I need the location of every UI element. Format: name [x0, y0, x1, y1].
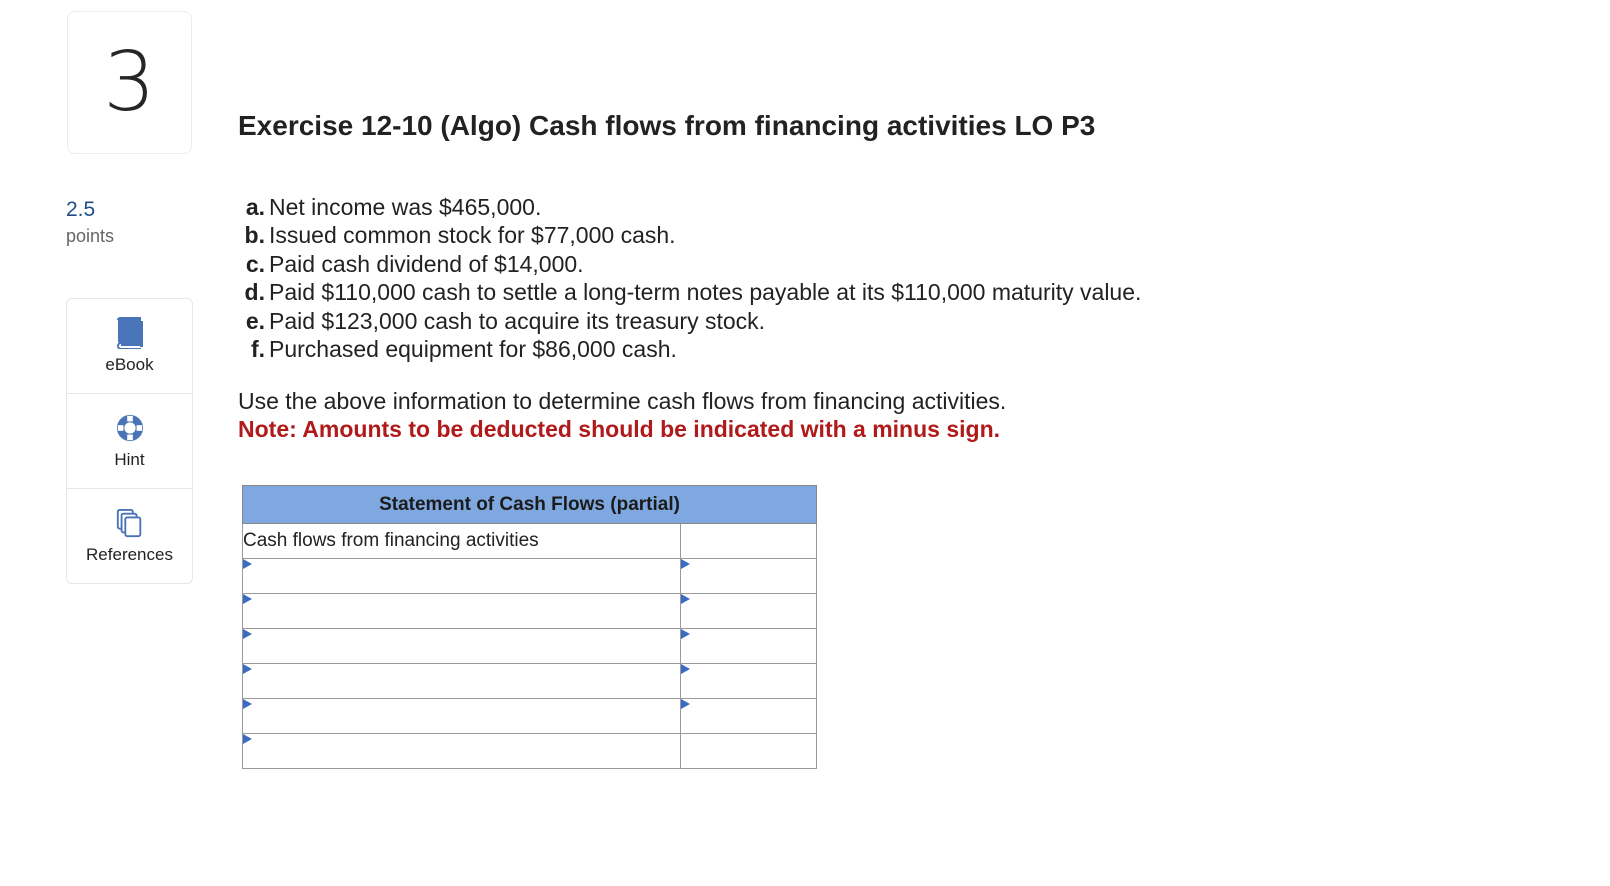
label-input[interactable]: [243, 734, 680, 768]
label-dropdown[interactable]: [243, 559, 681, 594]
book-icon: [115, 317, 145, 349]
hint-button[interactable]: [67, 394, 192, 489]
table-row: [243, 699, 817, 734]
table-row: [243, 559, 817, 594]
item-f: f. Purchased equipment for $86,000 cash.: [250, 336, 677, 363]
label-input[interactable]: [243, 664, 680, 698]
amount-input[interactable]: [681, 699, 816, 733]
table-row: [243, 664, 817, 699]
label-dropdown[interactable]: [243, 699, 681, 734]
label-input[interactable]: [243, 699, 680, 733]
item-e: e. Paid $123,000 cash to acquire its treasury stock.: [245, 307, 766, 334]
label-dropdown[interactable]: [243, 594, 681, 629]
amount-input[interactable]: [681, 559, 816, 593]
total-amount-cell: [681, 734, 817, 769]
label-dropdown[interactable]: [243, 664, 681, 699]
label-input[interactable]: [243, 559, 680, 593]
amount-input[interactable]: [681, 594, 816, 628]
instruction-text: Use the above information to determine cash flows from financing activities.: [238, 388, 1007, 414]
amount-cell[interactable]: [681, 629, 817, 664]
table-row: [243, 629, 817, 664]
hint-label: Hint: [114, 450, 145, 469]
references-button[interactable]: [67, 489, 192, 583]
label-input[interactable]: [243, 629, 680, 663]
amount-cell[interactable]: [681, 594, 817, 629]
section-amount-cell: [681, 524, 817, 559]
lifebuoy-icon: [115, 412, 145, 444]
exercise-title: Exercise 12-10 (Algo) Cash flows from financing activities LO P3: [238, 110, 1096, 141]
table-row-total: [243, 734, 817, 769]
points-box: [66, 198, 114, 247]
given-items: [238, 193, 1141, 363]
minus-sign-note: Note: Amounts to be deducted should be indicated with a minus sign.: [238, 416, 1001, 442]
references-label: References: [86, 545, 173, 564]
amount-cell[interactable]: [681, 559, 817, 594]
cash-flow-statement: [242, 485, 817, 769]
question-number: 3: [67, 11, 192, 154]
total-label-dropdown[interactable]: [243, 734, 681, 769]
section-label: Cash flows from financing activities: [243, 524, 681, 559]
copy-pages-icon: [115, 507, 145, 539]
points-label: points: [66, 226, 115, 246]
amount-input[interactable]: [681, 664, 816, 698]
item-c: c. Paid cash dividend of $14,000.: [245, 250, 584, 277]
points-value: 2.5: [66, 198, 96, 221]
table-row: [243, 594, 817, 629]
statement-title: Statement of Cash Flows (partial): [243, 486, 817, 524]
amount-input[interactable]: [681, 629, 816, 663]
ebook-label: eBook: [105, 355, 154, 374]
label-input[interactable]: [243, 594, 680, 628]
amount-cell[interactable]: [681, 664, 817, 699]
item-d: d. Paid $110,000 cash to settle a long-term notes payable at its $110,000 maturity value.: [244, 279, 1142, 306]
label-dropdown[interactable]: [243, 629, 681, 664]
amount-cell[interactable]: [681, 699, 817, 734]
item-b: b. Issued common stock for $77,000 cash.: [244, 222, 676, 249]
instructions: [238, 387, 1006, 443]
ebook-button[interactable]: [67, 299, 192, 394]
tools-panel: [66, 298, 193, 584]
item-a: a. Net income was $465,000.: [245, 194, 542, 220]
